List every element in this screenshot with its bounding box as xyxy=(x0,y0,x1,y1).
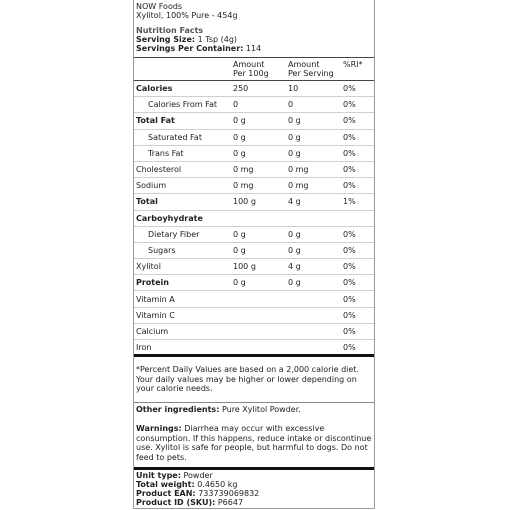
row-name: Sodium xyxy=(136,181,167,191)
warnings-label: Warnings: xyxy=(136,424,182,433)
table-row xyxy=(134,178,374,194)
row-name: Sugars xyxy=(148,245,176,255)
table-row xyxy=(134,161,374,177)
table-header-row xyxy=(134,58,374,81)
product-sku-label: Product ID (SKU): xyxy=(136,498,216,507)
table-row xyxy=(134,291,374,307)
header-ri: %RI* xyxy=(343,60,363,69)
header-per-100g-line2: Per 100g xyxy=(233,69,269,78)
row-perserving xyxy=(286,323,341,339)
table-row xyxy=(134,113,374,129)
serving-size-value: 1 Tsp (4g) xyxy=(197,35,238,44)
row-ri: 0% xyxy=(343,84,356,94)
total-weight-label: Total weight: xyxy=(136,480,195,489)
row-perserving xyxy=(286,307,341,323)
row-perserving: 10 xyxy=(288,84,299,94)
row-name: Carboyhydrate xyxy=(136,213,203,223)
row-perserving: 0 xyxy=(288,100,294,110)
row-name: Trans Fat xyxy=(148,148,184,158)
row-perserving: 0 mg xyxy=(288,181,309,191)
row-ri: 0% xyxy=(343,326,356,336)
row-ri: 0% xyxy=(343,245,356,255)
row-perserving xyxy=(286,210,341,226)
row-perserving: 4 g xyxy=(288,197,301,207)
row-ri: 0% xyxy=(343,262,356,272)
header-per-serving xyxy=(286,58,341,81)
header-per-100g xyxy=(231,58,286,81)
unit-type-value: Powder xyxy=(183,471,213,480)
row-name: Saturated Fat xyxy=(148,132,202,142)
servings-per-container xyxy=(136,44,261,53)
header-nutrient xyxy=(134,58,231,81)
row-ri: 0% xyxy=(343,132,356,142)
row-per100: 0 mg xyxy=(233,181,254,191)
table-row xyxy=(134,97,374,113)
row-ri: 0% xyxy=(343,229,356,239)
row-name: Vitamin A xyxy=(136,294,175,304)
row-ri: 0% xyxy=(343,181,356,191)
divider-thick xyxy=(134,467,374,470)
table-row xyxy=(134,194,374,210)
row-ri xyxy=(341,210,374,226)
product-sku xyxy=(136,498,372,508)
nutrition-panel xyxy=(133,0,375,509)
row-name: Iron xyxy=(136,343,152,353)
other-ingredients-label: Other ingredients: xyxy=(136,405,220,414)
row-per100: 0 mg xyxy=(233,165,254,175)
row-per100 xyxy=(231,307,286,323)
row-name: Total Fat xyxy=(136,116,175,126)
product-sku-value: P6647 xyxy=(217,498,244,507)
row-name: Calcium xyxy=(136,326,169,336)
table-row xyxy=(134,226,374,242)
row-ri: 0% xyxy=(343,310,356,320)
row-per100: 250 xyxy=(233,84,249,94)
table-row xyxy=(134,129,374,145)
row-ri: 0% xyxy=(343,100,356,110)
unit-type-label: Unit type: xyxy=(136,471,181,480)
row-ri: 0% xyxy=(343,148,356,158)
table-row xyxy=(134,275,374,291)
row-per100: 100 g xyxy=(233,262,256,272)
nutrition-facts-title: Nutrition Facts xyxy=(136,26,204,35)
table-row xyxy=(134,259,374,275)
brand-name: NOW Foods xyxy=(136,2,183,11)
row-perserving: 0 g xyxy=(288,278,301,288)
row-perserving: 0 g xyxy=(288,229,301,239)
row-perserving: 0 g xyxy=(288,116,301,126)
row-ri: 0% xyxy=(343,294,356,304)
serving-size xyxy=(136,35,237,44)
row-name: Dietary Fiber xyxy=(148,229,200,239)
row-perserving: 0 g xyxy=(288,245,301,255)
row-perserving: 0 mg xyxy=(288,165,309,175)
product-ean-label: Product EAN: xyxy=(136,489,196,498)
warnings-value: Diarrhea may occur with excessive consumption. If this happens, reduce intake or discontinue use. Xylitol is safe for people, but harmful to dogs. Do not feed to pets. xyxy=(136,424,372,462)
row-perserving: 0 g xyxy=(288,132,301,142)
row-per100: 0 g xyxy=(233,148,246,158)
percent-dv-footnote: *Percent Daily Values are based on a 2,000 calorie diet. Your daily values may be higher or lower depending on your calorie needs. xyxy=(136,365,359,393)
row-per100: 0 g xyxy=(233,245,246,255)
row-name: Calories xyxy=(136,84,173,94)
product-name: Xylitol, 100% Pure - 454g xyxy=(136,11,238,20)
warnings xyxy=(136,424,372,462)
row-ri: 0% xyxy=(343,343,356,353)
row-perserving: 4 g xyxy=(288,262,301,272)
row-per100 xyxy=(231,291,286,307)
row-name: Vitamin C xyxy=(136,310,175,320)
other-ingredients xyxy=(136,405,372,415)
header-per-serving-line2: Per Serving xyxy=(288,69,334,78)
row-per100: 0 g xyxy=(233,229,246,239)
row-name: Xylitol xyxy=(136,262,161,272)
servings-per-container-label: Servings Per Container: xyxy=(136,44,244,53)
row-per100: 0 g xyxy=(233,116,246,126)
row-ri: 0% xyxy=(343,278,356,288)
table-row xyxy=(134,242,374,258)
row-per100 xyxy=(231,210,286,226)
total-weight-value: 0.4650 kg xyxy=(197,480,238,489)
row-name: Cholesterol xyxy=(136,165,182,175)
table-row xyxy=(134,307,374,323)
row-ri: 0% xyxy=(343,116,356,126)
table-row xyxy=(134,210,374,226)
row-ri: 0% xyxy=(343,165,356,175)
row-per100 xyxy=(231,323,286,339)
divider-thick xyxy=(134,354,374,357)
header-per-serving-line1: Amount xyxy=(288,60,320,69)
divider xyxy=(134,402,374,403)
nutrition-table xyxy=(134,57,374,356)
row-perserving xyxy=(286,291,341,307)
serving-size-label: Serving Size: xyxy=(136,35,196,44)
table-row xyxy=(134,81,374,97)
row-name: Calories From Fat xyxy=(148,100,218,110)
row-per100: 0 xyxy=(233,100,239,110)
row-ri: 1% xyxy=(343,197,356,207)
row-per100: 100 g xyxy=(233,197,256,207)
table-row xyxy=(134,323,374,339)
row-per100: 0 g xyxy=(233,278,246,288)
servings-per-container-value: 114 xyxy=(245,44,262,53)
header-per-100g-line1: Amount xyxy=(233,60,265,69)
row-perserving: 0 g xyxy=(288,148,301,158)
row-per100: 0 g xyxy=(233,132,246,142)
table-row xyxy=(134,145,374,161)
row-name: Total xyxy=(136,197,158,207)
other-ingredients-value: Pure Xylitol Powder. xyxy=(221,405,301,414)
row-name: Protein xyxy=(136,278,169,288)
product-ean-value: 733739069832 xyxy=(198,489,260,498)
